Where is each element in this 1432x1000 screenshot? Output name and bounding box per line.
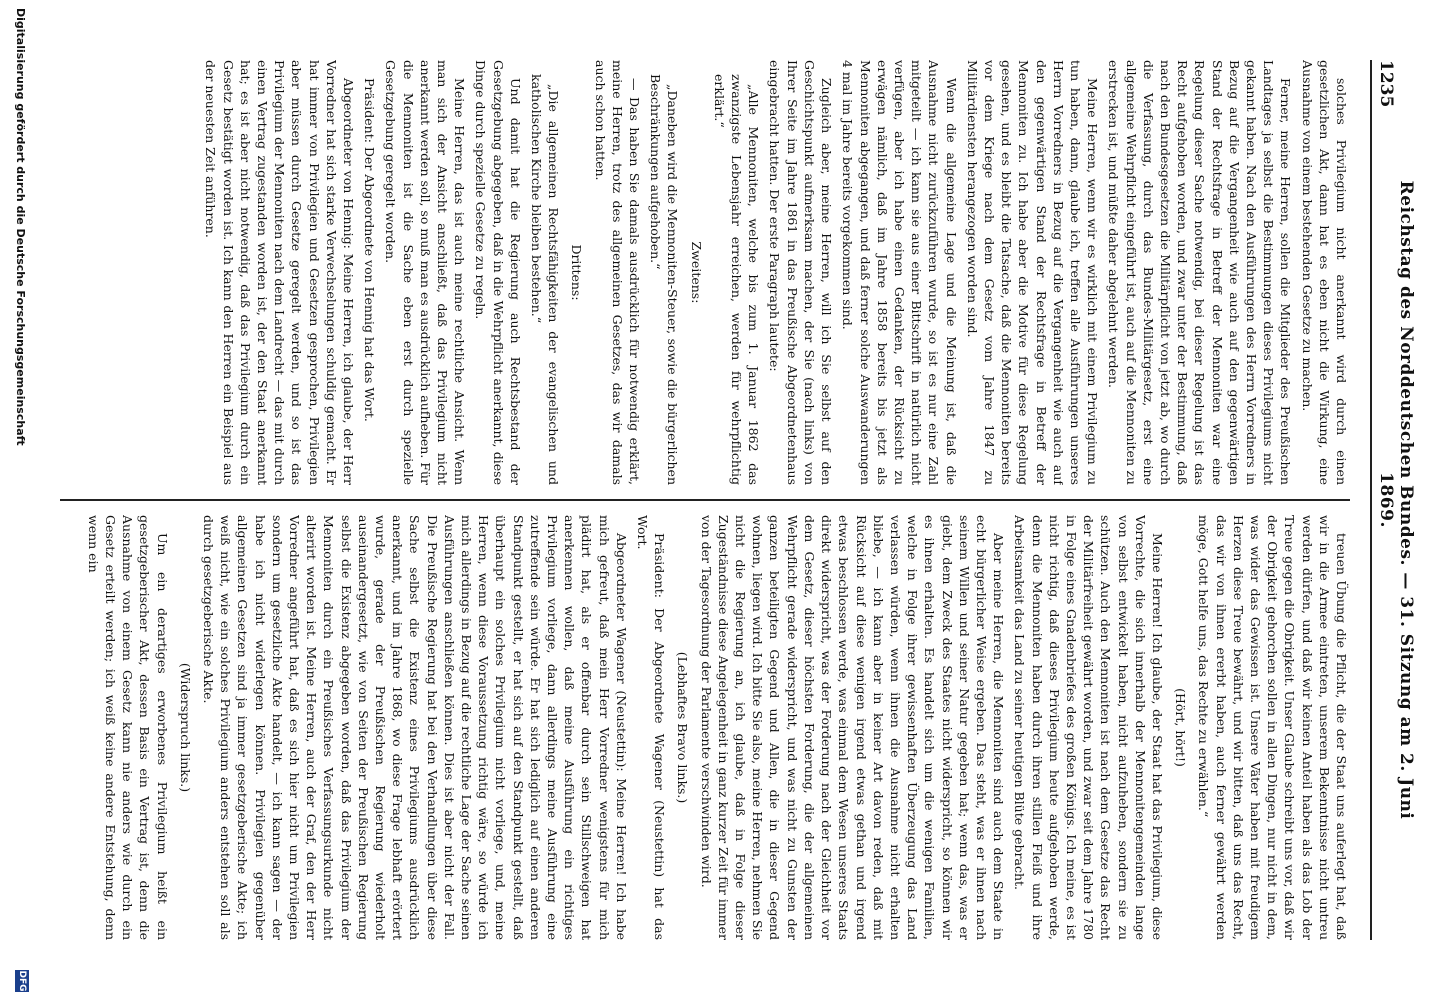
paragraph: Wenn die allgemeine Lage und die Meinung ist, daß die Ausnahme nicht zurückzuführen wurde, so ist es nur eine Zahl mitgeteilt — ich kann sie aus einer Bittschrift in natürlich nicht verfügen, aber ich habe einen Gedanken, der Rücksicht zu erwägen nämlich, daß im Jahre 1858 bereits bis jetzt als Mennoniten abgegangen, und daß ferner solche Auswanderungen 4 mal im Jahre bereits vorgekommen sind. bbox=[840, 60, 959, 485]
page-header bbox=[1370, 60, 1416, 940]
paragraph: Abgeordneter Wagener (Neustettin): Meine Herren! Ich habe mich gefreut, daß mein Herr Vorredner wenigstens für mich plädirt hat, als er offenbar durch sein Stillschweigen hat anerkennen wollen, daß meine Ausführung ein richtiges Privilegium vorliege, dann allerdings meine Ausführung eine zutreffende sein würde. Er hat sich lediglich auf einen anderen Standpunkt gestellt, er hat sich auf den Standpunkt gestellt, daß überhaupt ein solches Privilegium nicht vorliege, und, meine Herren, wenn diese Voraussetzung richtig wäre, so würde ich mich allerdings in Bezug auf die rechtliche Lage der Sache seinen Ausführungen anschließen können. Dies ist aber nicht der Fall. Die Preußische Regierung hat bei den Verhandlungen über diese Sache selbst die Existenz eines Privilegiums ausdrücklich anerkannt, und im Jahre 1868, wo diese Frage lebhaft erörtert wurde, gerade der Preußischen Regierung wiederholt auseinandergesetzt, wie von Seiten der Preußischen Regierung selbst die Existenz abgegeben worden, daß das Privilegium der Mennoniten durch ein Preußisches Verfassungsurkunde nicht alterirt worden ist. Meine Herren, auch der Graf, den der Herr Vorredner angeführt hat, daß es sich hier nicht um Privilegien sondern um gesetzliche Akte handelt, — ich kann sagen — der habe ich nicht widerlegen können. Privilegien gegenüber allgemeinen Gesetzen sind ja immer gesetzgeberische Akte; ich weiß nicht, wie ein solches Privilegium anders entstehen soll als durch gesetzgeberische Akte. bbox=[201, 515, 629, 940]
paragraph: Zugleich aber, meine Herren, will ich Sie selbst auf den Geschichtspunkt aufmerksam machen, der Sie (nach links) von Ihrer Seite im Jahre 1861 in das Preußische Abgeordnetenhaus eingebracht hatten. Der erste Paragraph lautete: bbox=[767, 60, 835, 485]
paragraph: treuen Übung die Pflicht, die der Staat uns auferlegt hat, daß wir in die Armee eintreten, unserem Bekenntnisse nicht untreu werden dürfen, und daß wir keinen Anteil haben als das Lob der Treue gegen die Obrigkeit. Unser Glaube schreibt uns vor, daß wir der Obrigkeit gehorchen sollen in allen Dingen, nur nicht in dem, was wider das Gewissen ist. Unsere Väter haben mit freudigem Herzen diese Treue bewährt, und wir bitten, daß uns das Recht, das wir von ihnen ererbt haben, auch ferner gewährt werden möge, Gott helfe uns, das Rechte zu erwählen.“ bbox=[1196, 515, 1349, 940]
dfg-logo: DFG bbox=[17, 970, 27, 992]
paragraph: Präsident: Der Abgeordnete von Hennig hat das Wort. bbox=[362, 78, 378, 422]
paragraph: „Daneben wird die Mennoniten-Steuer, sowie die bürgerlichen Beschränkungen aufgehoben.“ bbox=[648, 74, 681, 485]
paragraph: Meine Herren, das ist auch meine rechtliche Ansicht. Wenn man sich der Ansicht anschließt, daß das Privilegium nicht anerkannt werden soll, so muß man es ausdrücklich aufheben. Für die Mennoniten ist die Sache eben erst durch spezielle Gesetzgebung geregelt worden. bbox=[383, 60, 468, 485]
paragraph: Ferner, meine Herren, sollen die Mitglieder des Preußischen Landtages ja selbst die Bestimmungen dieses Privilegiums nicht gekannt haben. Nach den Ausführungen des Herrn Vorredners in Bezug auf die Vergangenheit wie auch auf den gegenwärtigen Stand der Rechtsfrage in Betreff der Mennoniten war eine Regelung dieser Sache notwendig, bei dieser Regelung ist das Recht aufgehoben worden, und zwar unter der Bestimmung, daß nach den Bundesgesetzen die Militärpflicht von jetzt ab, wo durch die Verfassung, durch das Bundes-Militärgesetz, erst eine allgemeine Wehrpflicht eingeführt ist, auch auf die Mennoniten zu erstrecken ist, und müßte daher abgelehnt werden. bbox=[1106, 60, 1294, 485]
column-divider bbox=[60, 499, 1350, 501]
paragraph: „Die allgemeinen Rechtsfähigkeiten der evangelischen und katholischen Kirche bleiben bestehen.“ bbox=[529, 74, 562, 485]
paragraph: Um ein derartiges erworbenes Privilegium heißt ein gesetzgeberischer Akt, dessen Basis ein Vertrag ist, denn die Ausnahme von einem Gesetz kann nie anders wie durch ein Gesetz erteilt werden; ich weiß keine andere Entstehung, denn wenn ein bbox=[85, 515, 170, 940]
paragraph: Meine Herren! Ich glaube, der Staat hat das Privilegium, diese Vorrechte, die sich innerhalb der Mennonitengemeinden lange von selbst entwickelt haben, nicht aufzuheben, sondern sie zu schützen. Auch den Mennoniten ist nach dem Gesetze das Recht der Militärfreiheit gewährt worden, und zwar seit dem Jahre 1780 in Folge eines Gnadenbriefes des großen Königs. Ich meine, es ist nicht richtig, daß dieses Privilegium heute aufgehoben werde, denn die Mennoniten haben durch ihren stillen Fleiß und ihre Arbeitsamkeit das Land zu seiner heutigen Blüte gebracht. bbox=[1012, 515, 1165, 940]
paragraph: (Widerspruch links.) bbox=[177, 662, 193, 793]
paragraph: (Hört, hört!) bbox=[1173, 688, 1189, 767]
paragraph: Meine Herren, wenn wir es wirklich mit einem Privilegium zu tun haben, dann, glaube ich, treffen alle Ausführungen unseres Herrn Vorredners in Bezug auf die Vergangenheit wie auch auf den gegenwärtigen Stand der Rechtsfrage in Betreff der Mennoniten zu. Ich habe aber die Motive für diese Regelung gesehen, und es bleibt die Tatsache, daß die Mennoniten bereits vor dem Kriege nach dem Gesetz vom Jahre 1847 zu Militärdiensten herangezogen worden sind. bbox=[964, 60, 1101, 485]
paragraph: „Alle Mennoniten, welche bis zum 1. Januar 1862 das zwanzigste Lebensjahr erreichen, werden für wehrpflichtig erklärt.“ bbox=[711, 74, 762, 485]
paragraph: — Das haben Sie damals ausdrücklich für notwendig erklärt, meine Herren, trotz des allgemeinen Gesetzes, das wir damals auch schon hatten. bbox=[592, 60, 643, 485]
paragraph: Aber meine Herren, die Mennoniten sind auch dem Staate in echt bürgerlicher Weise ergeben. Das steht, was er ihnen nach seinem Willen und seiner Natur gegeben hat; wenn das, was er giebt, dem Zweck des Staates nicht widerspricht, so können wir es ihnen erhalten. Es handelt sich um die wenigen Familien, welche in Folge ihrer gewissenhaften Überzeugung das Land verlassen würden, wenn ihnen die Ausnahme nicht erhalten bliebe, — ich kann aber in keiner Art davon reden, daß mit Rücksicht auf diese wenigen irgend etwas gethan und irgend etwas beschlossen werde, was einmal dem Wesen unseres Staats direkt widerspricht, was der Forderung nach der Gleichheit vor dem Gesetz, dieser höchsten Forderung, die der allgemeinen Wehrpflicht gerade widerspricht, und was nicht zu Gunsten der ganzen beteiligten Gegend und Allen, die in dieser Gegend wohnen, liegen wird. Ich bitte Sie also, meine Herren, nehmen Sie nicht die Regierung an, ich glaube, daß in Folge dieser Zugeständnisse diese Angelegenheit in ganz kurzer Zeit für immer von der Tagesordnung der Parlamente verschwinden wird. bbox=[698, 515, 1007, 940]
paragraph: (Lebhaftes Bravo links.) bbox=[675, 651, 691, 804]
digitization-credit: Digitalisierung gefördert durch die Deutsche Forschungsgemeinschaft bbox=[14, 8, 27, 446]
paragraph: solches Privilegium nicht anerkannt wird durch einen gesetzlichen Akt, dann hat es eben nicht die Wirkung, eine Ausnahme von einem bestehenden Gesetze zu machen. bbox=[1299, 60, 1349, 485]
page-number: 1235 bbox=[1376, 60, 1396, 108]
running-title: Reichstag des Norddeutschen Bundes. — 31. Sitzung am 2. Juni 1869. bbox=[1376, 180, 1416, 820]
paragraph: Und damit hat die Regierung auch Rechtsbestand der Gesetzgebung abgegeben, daß in die Wehrpflicht anerkannt, diese Dinge durch spezielle Gesetze zu regeln. bbox=[473, 60, 523, 485]
right-column bbox=[60, 515, 1350, 940]
paragraph: Präsident: Der Abgeordnete Wagener (Neustettin) hat das Wort. bbox=[635, 515, 668, 940]
paragraph: Abgeordneter von Hennig: Meine Herren, ich glaube, der Herr Vorredner hat sich starke Verwechselungen schuldig gemacht. Er hat immer von Privilegien und Gesetzen gesprochen, Privilegien aber müssen durch Gesetze geregelt werden, und so ist das Privilegium der Mennoniten nach dem Landrecht — das mit durch einen Vertrag zugestanden worden ist, der den Staat anerkannt hat; es ist aber nicht notwendig, daß das Privilegium durch ein Gesetz bestätigt worden ist. Ich kann den Herren ein Beispiel aus der neuesten Zeit anführen. bbox=[203, 60, 357, 485]
paragraph: Drittens: bbox=[569, 244, 585, 301]
paragraph: Zweitens: bbox=[688, 241, 704, 304]
left-column bbox=[60, 60, 1350, 485]
